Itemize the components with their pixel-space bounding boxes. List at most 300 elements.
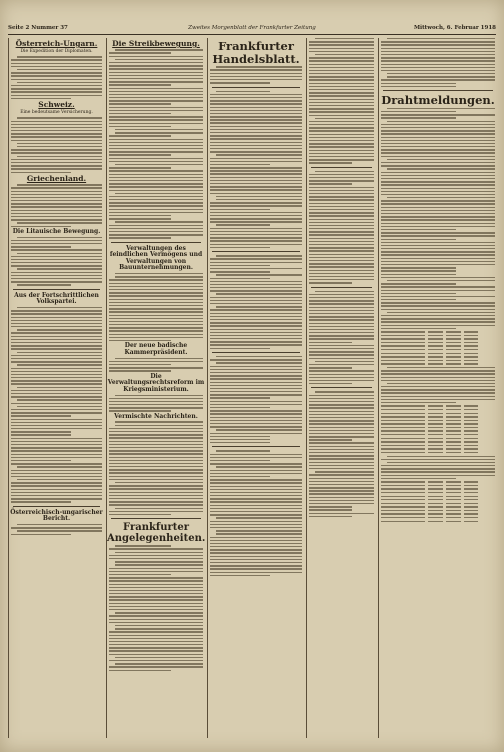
table-cell (381, 413, 425, 414)
text-line (387, 383, 495, 384)
table-cell (428, 430, 443, 431)
body-text (9, 184, 104, 227)
text-line (109, 183, 203, 184)
table-cell (446, 521, 461, 522)
text-line (11, 278, 102, 279)
table-cell (446, 416, 461, 417)
text-line (109, 364, 171, 365)
text-line (17, 530, 102, 531)
text-line (11, 332, 102, 333)
text-line (309, 506, 352, 507)
text-line (109, 209, 203, 210)
text-line (109, 56, 203, 57)
text-line (109, 234, 203, 235)
text-line (115, 482, 203, 483)
text-line (381, 44, 495, 45)
table-cell (428, 413, 443, 414)
table-cell (464, 492, 479, 493)
text-line (210, 79, 302, 80)
column-2 (106, 38, 205, 738)
text-line (381, 286, 495, 287)
text-line (210, 501, 302, 502)
text-line (109, 431, 203, 432)
body-text (107, 395, 205, 412)
table-cell (446, 503, 461, 504)
section-divider (111, 518, 201, 519)
text-line (315, 361, 374, 362)
text-line (109, 289, 203, 290)
text-line (11, 336, 102, 337)
text-line (109, 511, 203, 512)
text-line (309, 73, 374, 74)
body-text (208, 356, 304, 443)
table-cell (428, 452, 443, 453)
article-heading: Aus der Fortschrittlichen Volkspartei. (14, 291, 99, 306)
text-line (309, 183, 352, 184)
text-line (210, 271, 270, 272)
text-line (381, 254, 495, 255)
table-row (381, 452, 495, 453)
text-line (309, 487, 374, 488)
text-line (115, 561, 203, 562)
text-line (109, 504, 203, 505)
table-cell (428, 448, 443, 449)
body-text (208, 91, 304, 249)
text-line (109, 170, 203, 171)
text-line (109, 476, 203, 477)
text-line (210, 132, 302, 133)
body-text (307, 291, 376, 385)
text-line (17, 479, 102, 480)
text-line (210, 423, 302, 424)
text-line (109, 97, 203, 98)
text-line (309, 209, 374, 210)
table-cell (381, 345, 425, 346)
text-line (210, 265, 270, 266)
column-5 (378, 38, 497, 738)
text-line (381, 277, 495, 278)
text-line (309, 446, 374, 447)
article-heading: Drahtmeldungen. (381, 93, 495, 108)
text-line (11, 310, 102, 311)
table-cell (464, 488, 479, 489)
table-cell (428, 405, 443, 406)
market-table (381, 331, 495, 365)
text-line (210, 359, 302, 360)
text-line (381, 210, 495, 211)
text-line (381, 165, 495, 166)
table-row (381, 345, 495, 346)
text-line (115, 545, 171, 546)
table-cell (381, 448, 425, 449)
text-line (309, 509, 352, 510)
text-line (216, 429, 302, 430)
market-table (381, 405, 495, 453)
text-line (109, 72, 203, 73)
table-cell (428, 517, 443, 518)
text-line (381, 239, 456, 240)
masthead-line: Zweites Morgenblatt der Frankfurter Zeitung (188, 25, 316, 31)
text-line (109, 479, 203, 480)
table-row (381, 521, 495, 522)
section-divider (212, 352, 300, 353)
text-line (109, 337, 203, 338)
text-line (109, 135, 171, 136)
text-line (381, 207, 495, 208)
text-line (210, 145, 302, 146)
text-line (210, 486, 302, 487)
text-line (210, 262, 302, 263)
text-line (381, 130, 495, 131)
text-line (210, 540, 302, 541)
text-line (210, 82, 270, 83)
table-cell (428, 423, 443, 424)
text-line (309, 238, 374, 239)
text-line (210, 212, 302, 213)
text-line (381, 127, 495, 128)
table-cell (428, 363, 443, 364)
text-line (309, 316, 374, 317)
text-line (11, 450, 102, 451)
text-line (115, 552, 203, 553)
table-row (381, 363, 495, 364)
text-line (11, 527, 102, 528)
table-cell (381, 434, 425, 435)
text-line (11, 159, 102, 160)
text-line (210, 391, 302, 392)
text-line (109, 407, 203, 408)
table-cell (464, 413, 479, 414)
text-line (115, 132, 203, 133)
table-cell (428, 409, 443, 410)
table-cell (464, 405, 479, 406)
table-cell (464, 510, 479, 511)
text-line (210, 335, 302, 336)
text-line (109, 113, 171, 114)
table-cell (446, 335, 461, 336)
text-line (109, 450, 203, 451)
text-line (109, 311, 203, 312)
text-line (309, 345, 374, 346)
table-row (381, 413, 495, 414)
text-line (109, 148, 203, 149)
text-line (210, 524, 302, 525)
text-line (11, 431, 71, 432)
text-line (11, 152, 102, 153)
text-line (309, 99, 374, 100)
table-cell (446, 342, 461, 343)
table-cell (428, 338, 443, 339)
text-line (210, 559, 302, 560)
text-line (210, 69, 302, 70)
table-cell (428, 513, 443, 514)
text-line (115, 59, 203, 60)
body-text (307, 38, 376, 164)
text-line (109, 584, 203, 585)
table-cell (446, 363, 461, 364)
text-line (109, 78, 203, 79)
text-line (109, 299, 203, 300)
text-line (109, 568, 203, 569)
text-line (109, 555, 203, 556)
text-line (210, 284, 302, 285)
text-line (387, 462, 495, 463)
text-line (381, 137, 495, 138)
table-cell (428, 360, 443, 361)
text-line (381, 283, 456, 284)
text-line (109, 596, 203, 597)
text-line (309, 159, 374, 160)
table-cell (446, 513, 461, 514)
text-line (210, 521, 302, 522)
table-cell (428, 485, 443, 486)
table-cell (446, 420, 461, 421)
table-cell (446, 485, 461, 486)
text-line (210, 189, 302, 190)
text-line (309, 250, 374, 251)
text-line (387, 312, 495, 313)
table-row (381, 353, 495, 354)
table-cell (446, 331, 461, 332)
text-line (309, 83, 374, 84)
text-line (309, 60, 374, 61)
text-line (109, 94, 203, 95)
text-line (11, 246, 71, 247)
text-line (381, 162, 495, 163)
table-cell (428, 506, 443, 507)
text-line (210, 388, 302, 389)
text-line (210, 348, 270, 349)
text-line (309, 190, 374, 191)
text-line (309, 143, 374, 144)
text-line (381, 70, 495, 71)
text-line (381, 258, 495, 259)
text-line (315, 291, 374, 292)
text-line (309, 95, 374, 96)
table-row (381, 510, 495, 511)
text-line (109, 404, 203, 405)
table-cell (464, 342, 479, 343)
text-line (210, 76, 302, 77)
text-line (381, 386, 495, 387)
text-line (309, 162, 352, 163)
body-text (107, 421, 205, 515)
table-cell (446, 434, 461, 435)
text-line (210, 122, 302, 123)
text-line (381, 226, 495, 227)
text-line (109, 142, 203, 143)
table-cell (428, 342, 443, 343)
text-line (109, 199, 203, 200)
body-text (9, 117, 104, 173)
table-cell (381, 430, 425, 431)
table-cell (381, 416, 425, 417)
text-line (115, 421, 203, 422)
text-line (210, 287, 302, 288)
text-line (11, 130, 102, 131)
section-divider (311, 387, 372, 388)
table-cell (446, 496, 461, 497)
text-line (11, 358, 102, 359)
table-row (381, 485, 495, 486)
table-row (381, 360, 495, 361)
text-line (210, 247, 270, 248)
body-text (208, 450, 304, 576)
text-line (109, 615, 203, 616)
text-line (210, 240, 302, 241)
text-line (381, 200, 495, 201)
text-line (115, 663, 203, 664)
text-line (115, 49, 203, 50)
text-line (17, 329, 102, 330)
text-line (309, 354, 374, 355)
article-heading: Die Verwaltungsrechtsreform im Kriegsministerium. (107, 372, 205, 393)
text-line (216, 450, 270, 451)
table-cell (464, 335, 479, 336)
table-cell (428, 488, 443, 489)
text-line (11, 492, 102, 493)
section-divider (311, 167, 372, 168)
table-row (381, 434, 495, 435)
table-cell (446, 488, 461, 489)
text-line (315, 471, 374, 472)
text-line (11, 127, 102, 128)
table-cell (464, 438, 479, 439)
text-line (210, 341, 302, 342)
text-line (11, 75, 102, 76)
text-line (381, 478, 456, 479)
text-line (210, 344, 302, 345)
text-line (210, 148, 302, 149)
text-line (309, 377, 374, 378)
text-line (309, 108, 374, 109)
section-divider (383, 90, 493, 91)
section-divider (111, 242, 201, 243)
text-line (381, 223, 495, 224)
body-text (9, 524, 104, 535)
text-line (11, 210, 102, 211)
text-line (309, 215, 374, 216)
text-line (210, 300, 302, 301)
text-line (11, 136, 102, 137)
text-line (17, 184, 102, 185)
text-line (387, 121, 495, 122)
text-line (309, 297, 374, 298)
text-line (11, 403, 102, 404)
text-line (11, 95, 102, 96)
text-line (210, 309, 302, 310)
text-line (210, 94, 302, 95)
text-line (210, 177, 302, 178)
text-line (381, 175, 495, 176)
article-heading: Schweiz. (38, 100, 75, 110)
text-line (210, 476, 270, 477)
table-row (381, 430, 495, 431)
table-cell (464, 521, 479, 522)
text-line (309, 326, 374, 327)
text-line (381, 83, 456, 84)
text-line (216, 517, 302, 518)
text-line (11, 489, 102, 490)
text-line (210, 138, 302, 139)
text-line (109, 292, 203, 293)
text-line (309, 76, 374, 77)
text-line (381, 219, 495, 220)
section-divider (212, 87, 300, 88)
table-cell (464, 517, 479, 518)
text-line (381, 86, 456, 87)
table-cell (464, 416, 479, 417)
section-divider (13, 289, 100, 290)
text-line (381, 315, 495, 316)
table-cell (446, 413, 461, 414)
text-line (381, 267, 456, 268)
text-line (309, 458, 374, 459)
text-line (387, 38, 495, 39)
table-cell (381, 338, 425, 339)
text-line (109, 174, 203, 175)
text-line (109, 647, 203, 648)
table-cell (446, 438, 461, 439)
table-cell (464, 420, 479, 421)
table-row (381, 338, 495, 339)
text-line (109, 65, 203, 66)
table-cell (446, 360, 461, 361)
text-line (109, 577, 203, 578)
table-row (381, 506, 495, 507)
text-line (11, 444, 102, 445)
text-line (210, 404, 302, 405)
text-line (381, 51, 495, 52)
text-line (309, 146, 374, 147)
table-row (381, 409, 495, 410)
text-line (11, 206, 102, 207)
text-line (210, 556, 302, 557)
table-cell (464, 513, 479, 514)
text-line (109, 571, 203, 572)
table-row (381, 331, 495, 332)
text-line (11, 216, 102, 217)
table-cell (381, 427, 425, 428)
text-line (309, 367, 352, 368)
text-line (309, 439, 352, 440)
text-line (11, 265, 102, 266)
table-cell (381, 496, 425, 497)
text-line (109, 327, 203, 328)
text-line (210, 221, 302, 222)
text-line (210, 218, 302, 219)
text-line (210, 543, 302, 544)
text-line (381, 242, 495, 243)
text-line (387, 456, 495, 457)
text-line (11, 66, 102, 67)
text-line (381, 229, 456, 230)
text-line (11, 463, 102, 464)
text-line (11, 460, 71, 461)
table-cell (381, 342, 425, 343)
table-cell (464, 481, 479, 482)
text-line (11, 259, 102, 260)
text-line (210, 158, 302, 159)
text-line (11, 200, 102, 201)
text-line (109, 186, 203, 187)
text-line (109, 444, 203, 445)
text-line (309, 380, 374, 381)
text-line (210, 505, 302, 506)
text-line (381, 459, 495, 460)
text-line (17, 399, 102, 400)
body-text (307, 171, 376, 284)
